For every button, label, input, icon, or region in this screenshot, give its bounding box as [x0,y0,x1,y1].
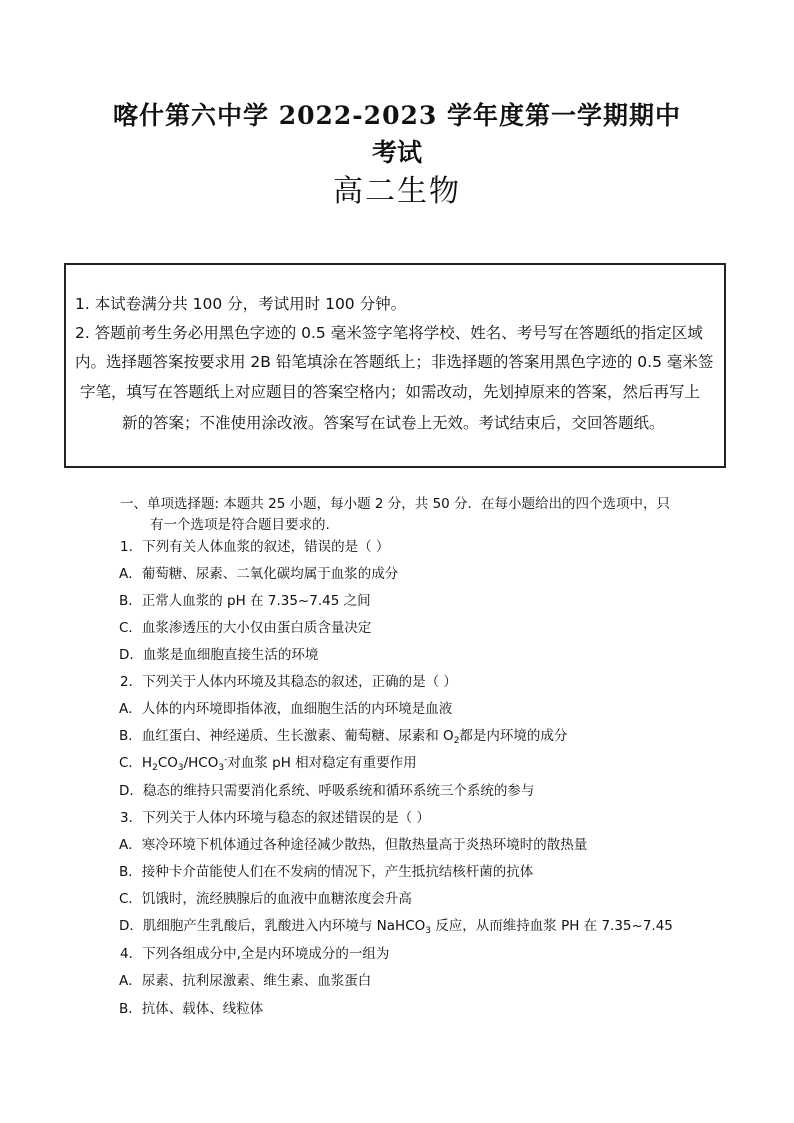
question-3-option-d [119,914,673,936]
question-3-option-b: B．接种卡介苗能使人们在不发病的情况下，产生抵抗结核杆菌的抗体 [119,864,534,880]
notice-line-3: 内。选择题答案按要求用 2B 铅笔填涂在答题纸上；非选择题的答案用黑色字迹的 0.5 毫米签 [75,353,714,371]
question-1-option-b: B．正常人血浆的 pH 在 7.35~7.45 之间 [119,593,371,609]
question-1-option-c: C．血浆渗透压的大小仅由蛋白质含量决定 [119,620,372,636]
question-3-option-c: C．饥饿时，流经胰腺后的血液中血糖浓度会升高 [119,891,412,907]
section-intro-line2: 有一个选项是符合题目要求的. [150,517,330,533]
superscript: - [224,755,228,765]
subscript: 3 [177,763,184,773]
question-2-option-a: A．人体的内环境即指体液，血细胞生活的内环境是血液 [119,701,453,717]
notice-line-2: 2. 答题前考生务必用黑色字迹的 0.5 毫米签字笔将学校、姓名、考号写在答题纸的指定区域 [75,324,703,342]
question-1-stem: 1．下列有关人体血浆的叙述，错误的是（ ） [120,539,390,555]
section-intro-line1: 一、单项选择题: 本题共 25 小题，每小题 2 分，共 50 分．在每小题给出的四个选项中，只 [120,496,671,512]
subscript: 2 [453,736,460,746]
notice-line-4: 字笔，填写在答题纸上对应题目的答案空格内；如需改动，先划掉原来的答案，然后再写上 [80,383,701,401]
question-4-option-b: B．抗体、载体、线粒体 [119,1001,264,1017]
question-2-option-b-tail: 都是内环境的成分 [459,728,568,744]
subscript: 3 [218,763,225,773]
question-3-option-d-tail: 反应，从而维持血浆 PH 在 7.35~7.45 [431,918,673,934]
question-3-option-a: A．寒冷环境下机体通过各种途径减少散热，但散热量高于炎热环境时的散热量 [119,837,588,853]
question-2-option-d: D．稳态的维持只需要消化系统、呼吸系统和循环系统三个系统的参与 [119,783,535,799]
question-2-option-c [119,751,417,773]
question-4-option-a: A．尿素、抗利尿激素、维生素、血浆蛋白 [119,973,372,989]
notice-line-1: 1. 本试卷满分共 100 分，考试用时 100 分钟。 [75,295,407,313]
formula-part: /HCO [183,755,219,771]
subscript: 3 [425,926,431,936]
question-4-stem: 4．下列各组成分中,全是内环境成分的一组为 [120,946,390,962]
exam-subject: 高二生物 [333,174,461,209]
question-2-stem: 2．下列关于人体内环境及其稳态的叙述，正确的是（ ） [120,674,457,690]
notice-line-5: 新的答案；不准使用涂改液。答案写在试卷上无效。考试结束后，交回答题纸。 [122,414,665,432]
question-3-option-d-text: D．肌细胞产生乳酸后，乳酸进入内环境与 NaHCO [119,918,426,934]
subscript: 2 [152,763,158,773]
exam-title-line1: 喀什第六中学 2022-2023 学年度第一学期期中 [113,101,681,130]
formula-part: CO [157,755,178,771]
question-1-option-d: D．血浆是血细胞直接生活的环境 [119,647,319,663]
notice-box [64,263,726,468]
formula-part: C．H [119,755,153,771]
question-2-option-b [119,724,567,746]
question-3-stem: 3．下列关于人体内环境与稳态的叙述错误的是（ ） [120,810,430,826]
question-2-option-b-text: B．血红蛋白、神经递质、生长激素、葡萄糖、尿素和 O [119,728,454,744]
exam-title-line2: 考试 [371,138,422,167]
question-1-option-a: A．葡萄糖、尿素、二氧化碳均属于血浆的成分 [119,566,399,582]
question-2-option-c-tail: 对血浆 pH 相对稳定有重要作用 [227,755,417,771]
